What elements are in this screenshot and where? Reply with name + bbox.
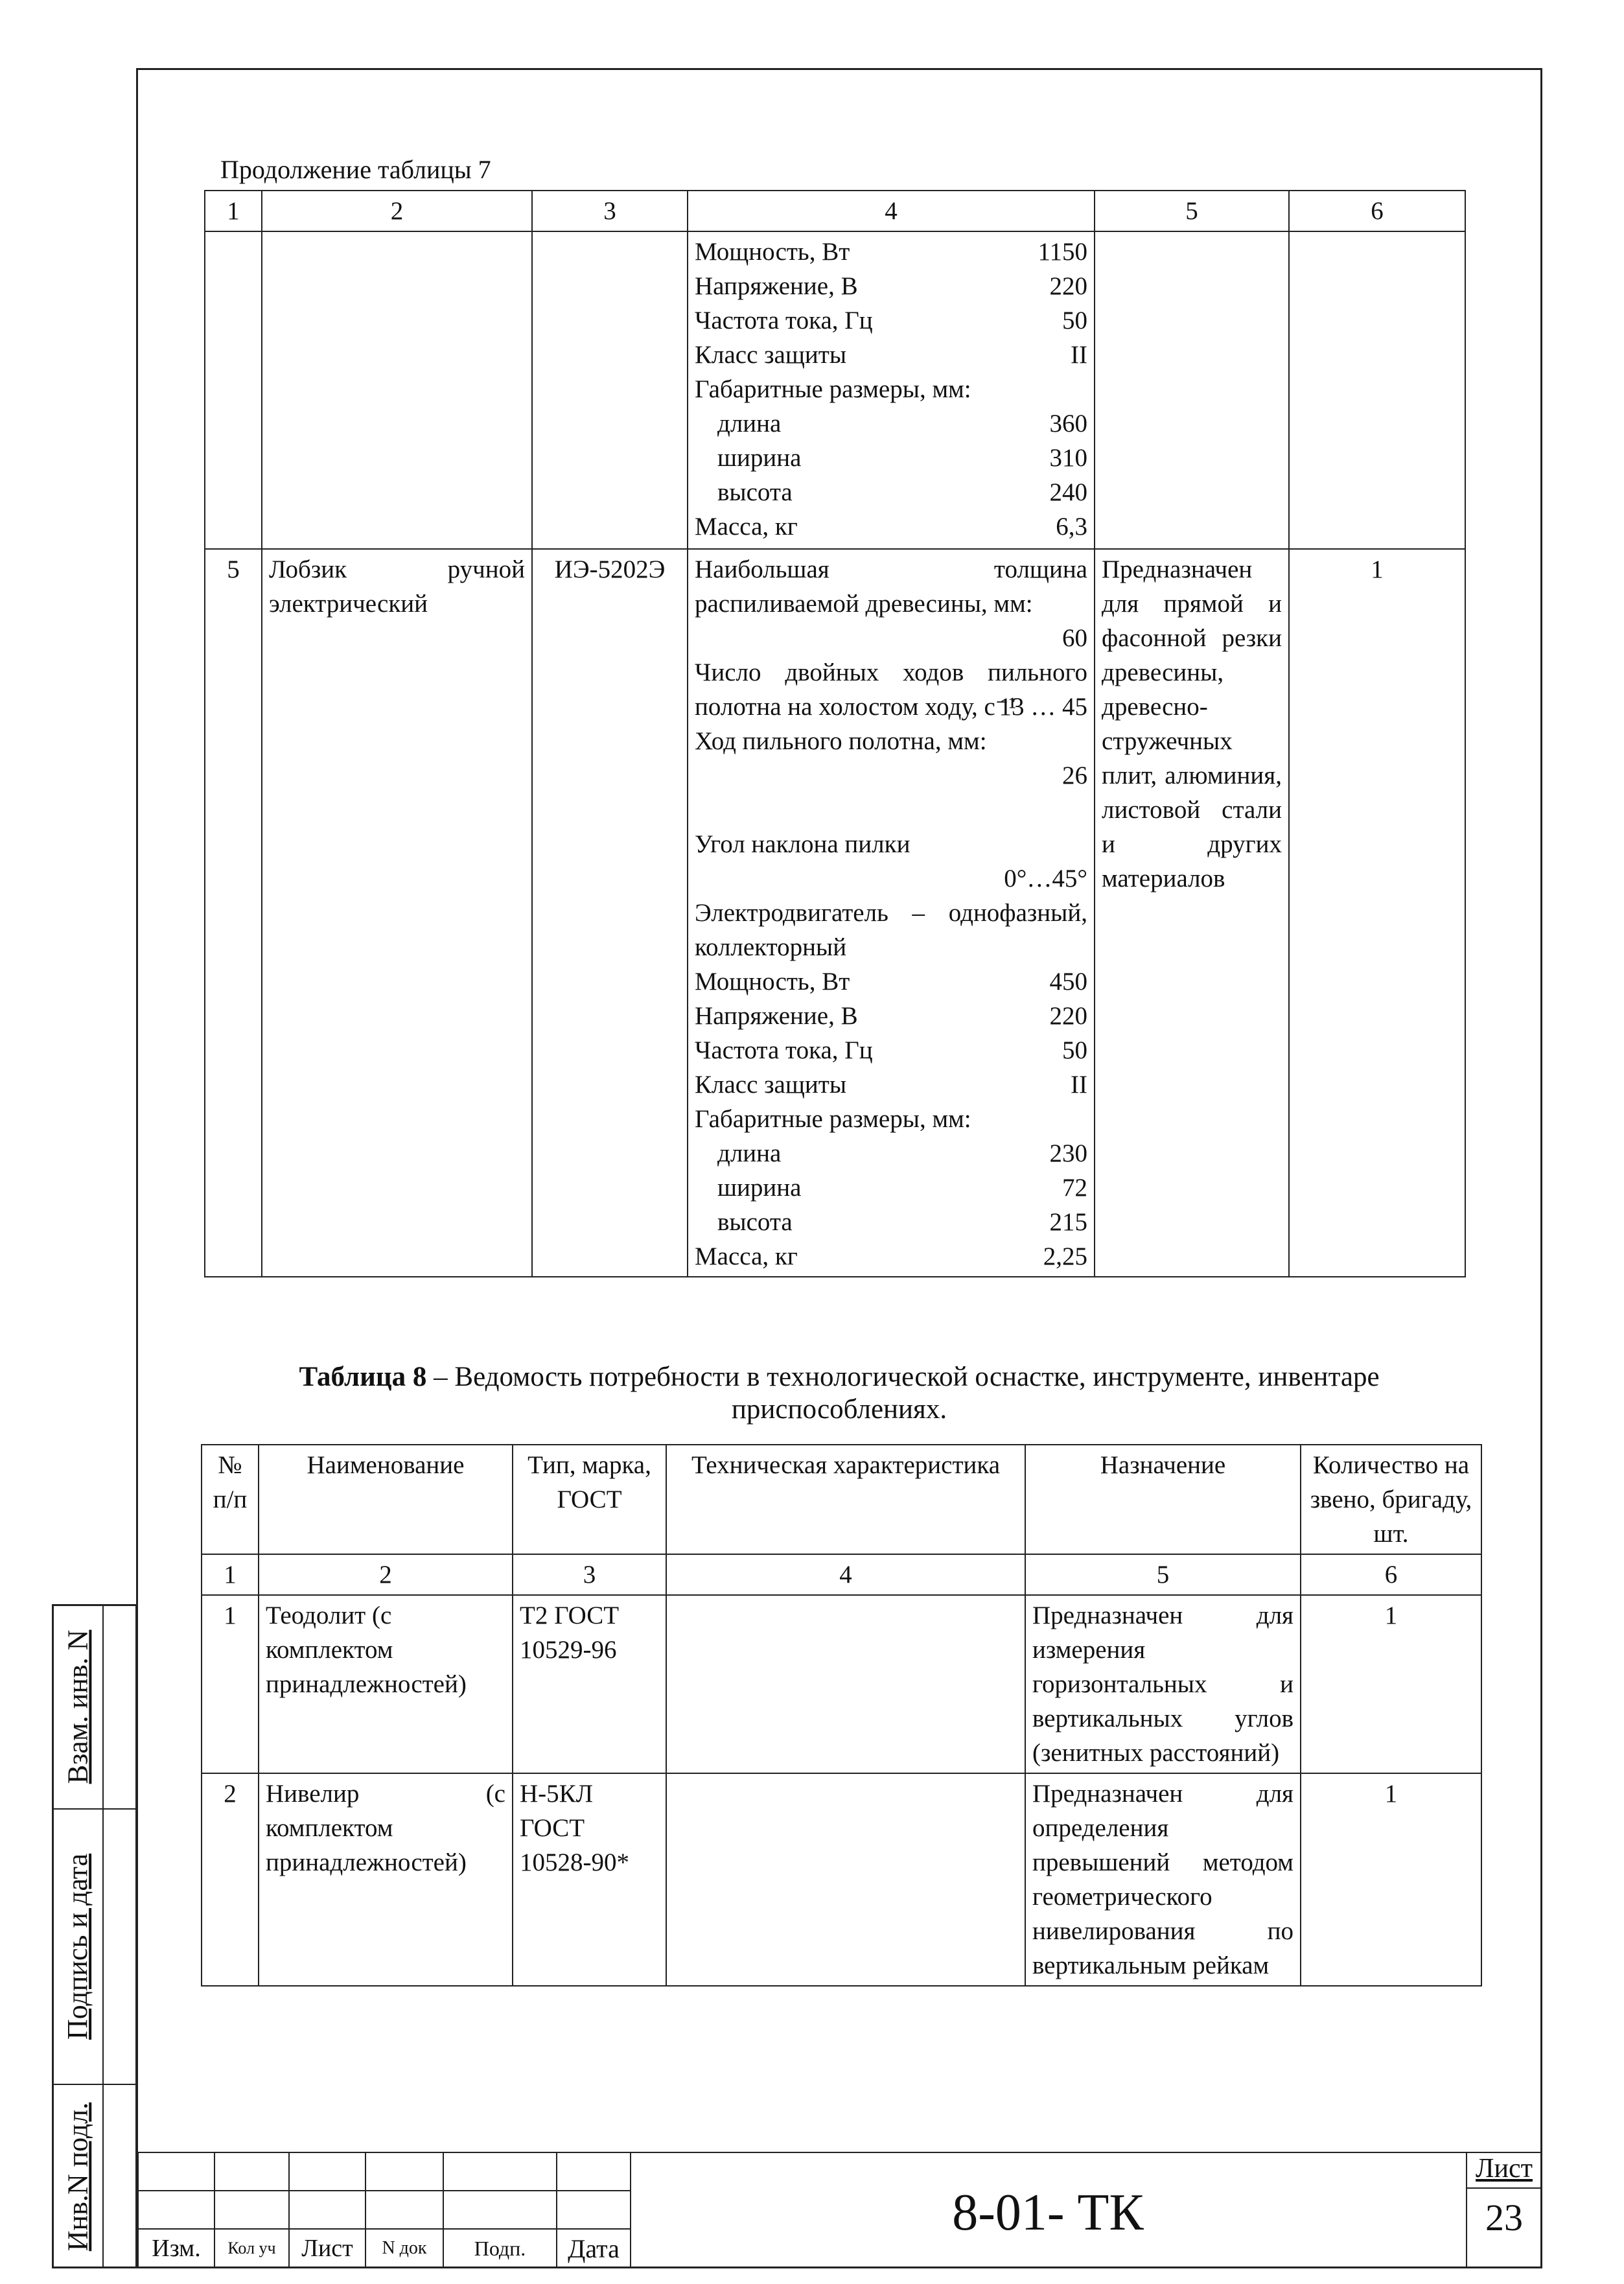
- spec-key: Напряжение, В: [695, 272, 858, 300]
- table-8-caption-text: – Ведомость потребности в технологической оснастке, инструменте, инвентаре приспособлениях.: [426, 1362, 1380, 1425]
- side-strip-sep-2: [52, 2084, 137, 2085]
- spec-motor: Электродвигатель – однофазный, коллекторный: [695, 899, 1087, 961]
- stamp-grid: [137, 2152, 631, 2268]
- side-strip-divider: [102, 1604, 104, 2268]
- header-cell: Наименование: [259, 1445, 513, 1554]
- table-row: [205, 549, 1465, 1277]
- spec-row: [695, 1033, 1087, 1067]
- colnum: 2: [259, 1554, 513, 1595]
- spec-thickness: Наибольшая толщина распиливаемой древесины, мм:: [695, 555, 1087, 618]
- spec-key: Габаритные размеры, мм:: [695, 375, 971, 403]
- header-cell: Техническая характеристика: [666, 1445, 1025, 1554]
- item-name: Теодолит (с комплектом принадлежностей): [259, 1595, 513, 1773]
- spec-angle-value: 0°…45°: [1004, 865, 1087, 892]
- spec-key: ширина: [717, 444, 802, 472]
- colnum: 6: [1301, 1554, 1481, 1595]
- stamp-col-doc: N док: [365, 2229, 443, 2268]
- colnum: 4: [688, 191, 1095, 231]
- spec-key: Габаритные размеры, мм:: [695, 1105, 971, 1133]
- spec-key: Класс защиты: [695, 341, 847, 369]
- table-8: [201, 1444, 1482, 1987]
- spec-list: [695, 964, 1087, 1274]
- spec-value: 50: [1062, 307, 1087, 334]
- item-purpose: Предназначен для прямой и фасонной резки древесины, древесно-стружечных плит, алюминия, листовой стали и других материалов: [1095, 549, 1289, 1277]
- spec-key: Напряжение, В: [695, 1002, 858, 1030]
- colnum: 6: [1289, 191, 1465, 231]
- side-label-signature-date: Подпись и дата: [62, 1853, 94, 2040]
- side-label-replace-inv: Взам. инв. N: [62, 1629, 94, 1784]
- title-block: [137, 2152, 1541, 2267]
- colnum: 3: [513, 1554, 666, 1595]
- colnum: 5: [1095, 191, 1289, 231]
- table-7: [204, 190, 1466, 1277]
- spec-value: 240: [1049, 478, 1087, 506]
- item-purpose: Предназначен для определения превышений методом геометрического нивелирования по вертикальным рейкам: [1025, 1773, 1301, 1986]
- stamp-col-sign: Подп.: [443, 2229, 557, 2268]
- spec-value: 72: [1062, 1174, 1087, 1202]
- document-code: 8-01- ТК: [952, 2184, 1144, 2241]
- table-row: [202, 1773, 1481, 1986]
- spec-strokes-value: 13 … 45: [999, 693, 1087, 721]
- spec-row: [695, 1205, 1087, 1239]
- spec-row: [695, 1239, 1087, 1274]
- spec-value: 1150: [1038, 238, 1087, 266]
- item-qty: 1: [1301, 1773, 1481, 1986]
- stamp-col-change: Изм.: [138, 2229, 215, 2268]
- spec-row: [695, 269, 1087, 303]
- spec-row: [695, 235, 1087, 269]
- spec-row: [695, 1136, 1087, 1171]
- spec-key: длина: [717, 410, 782, 437]
- colnum: 3: [532, 191, 688, 231]
- spec-row: [695, 372, 1087, 406]
- spec-value: 6,3: [1056, 513, 1087, 541]
- header-cell: Назначение: [1025, 1445, 1301, 1554]
- spec-row: [695, 1102, 1087, 1136]
- spec-key: Масса, кг: [695, 1242, 798, 1270]
- spec-row: [695, 999, 1087, 1033]
- header-cell: Тип, марка, ГОСТ: [513, 1445, 666, 1554]
- stamp-col-sheet: Лист: [289, 2229, 365, 2268]
- spec-key: Частота тока, Гц: [695, 307, 873, 334]
- table-8-caption: [194, 1361, 1484, 1426]
- spec-value: 2,25: [1043, 1242, 1087, 1270]
- spec-key: длина: [717, 1139, 782, 1167]
- spec-key: Класс защиты: [695, 1071, 847, 1099]
- stamp-col-qty: Кол уч: [215, 2229, 289, 2268]
- spec-strokes: Число двойных ходов пильного полотна на холостом ходу, с⁻¹: [695, 658, 1087, 721]
- spec-cell: [688, 549, 1095, 1277]
- spec-value: 215: [1049, 1208, 1087, 1236]
- spec-key: Частота тока, Гц: [695, 1036, 873, 1064]
- spec-value: 50: [1062, 1036, 1087, 1064]
- spec-value: 220: [1049, 1002, 1087, 1030]
- spec-value: II: [1071, 341, 1087, 369]
- header-cell: Количество на звено, бригаду, шт.: [1301, 1445, 1481, 1554]
- colnum: 1: [202, 1554, 259, 1595]
- item-type: Н-5КЛ ГОСТ 10528-90*: [513, 1773, 666, 1986]
- item-qty: 1: [1289, 549, 1465, 1277]
- spec-row: [695, 475, 1087, 509]
- spec-row: [695, 441, 1087, 475]
- continuation-caption: Продолжение таблицы 7: [220, 155, 491, 184]
- row-number: 5: [205, 549, 262, 1277]
- item-qty: 1: [1301, 1595, 1481, 1773]
- sheet-box-sep: [1466, 2187, 1541, 2189]
- spec-key: ширина: [717, 1174, 802, 1202]
- spec-value: II: [1071, 1071, 1087, 1099]
- spec-angle: Угол наклона пилки: [695, 830, 911, 858]
- spec-thickness-value: 60: [1062, 624, 1087, 652]
- table-8-header-row: [202, 1445, 1481, 1554]
- item-spec: [666, 1595, 1025, 1773]
- colnum: 1: [205, 191, 262, 231]
- spec-row: [695, 303, 1087, 338]
- side-label-inv-original: Инв.N подл.: [62, 2102, 94, 2251]
- item-name: Нивелир (с комплектом принадлежностей): [259, 1773, 513, 1986]
- spec-key: Мощность, Вт: [695, 968, 850, 996]
- spec-row: [695, 509, 1087, 544]
- item-purpose: Предназначен для измерения горизонтальных и вертикальных углов (зенитных расстояний): [1025, 1595, 1301, 1773]
- item-type: ИЭ-5202Э: [532, 549, 688, 1277]
- header-cell: № п/п: [202, 1445, 259, 1554]
- spec-value: 230: [1049, 1139, 1087, 1167]
- spec-list: [695, 235, 1087, 544]
- colnum: 2: [262, 191, 532, 231]
- row-number: 1: [202, 1595, 259, 1773]
- colnum: 5: [1025, 1554, 1301, 1595]
- spec-row: [695, 338, 1087, 372]
- spec-key: Мощность, Вт: [695, 238, 850, 266]
- sheet-label: Лист: [1476, 2154, 1533, 2184]
- spec-travel: Ход пильного полотна, мм:: [695, 727, 987, 755]
- table-8-colnum-row: [202, 1554, 1481, 1595]
- spec-value: 360: [1049, 410, 1087, 437]
- colnum: 4: [666, 1554, 1025, 1595]
- table-7-colnum-row: [205, 191, 1465, 231]
- spec-travel-value: 26: [1062, 762, 1087, 789]
- sheet-number: 23: [1485, 2197, 1523, 2239]
- table-row: [202, 1595, 1481, 1773]
- item-name: Лобзик ручной электрический: [262, 549, 532, 1277]
- table-8-caption-number: Таблица 8: [299, 1362, 427, 1392]
- table-row: [205, 231, 1465, 549]
- spec-cell: [688, 231, 1095, 549]
- row-number: 2: [202, 1773, 259, 1986]
- item-type: Т2 ГОСТ 10529-96: [513, 1595, 666, 1773]
- spec-row: [695, 1067, 1087, 1102]
- stamp-header-row: [138, 2229, 631, 2268]
- spec-row: [695, 964, 1087, 999]
- spec-row: [695, 1171, 1087, 1205]
- side-strip-sep-1: [52, 1808, 137, 1810]
- spec-value: 310: [1049, 444, 1087, 472]
- spec-key: высота: [717, 1208, 793, 1236]
- stamp-col-date: Дата: [557, 2229, 631, 2268]
- spec-key: высота: [717, 478, 793, 506]
- item-spec: [666, 1773, 1025, 1986]
- spec-value: 220: [1049, 272, 1087, 300]
- spec-row: [695, 406, 1087, 441]
- spec-value: 450: [1049, 968, 1087, 996]
- spec-key: Масса, кг: [695, 513, 798, 541]
